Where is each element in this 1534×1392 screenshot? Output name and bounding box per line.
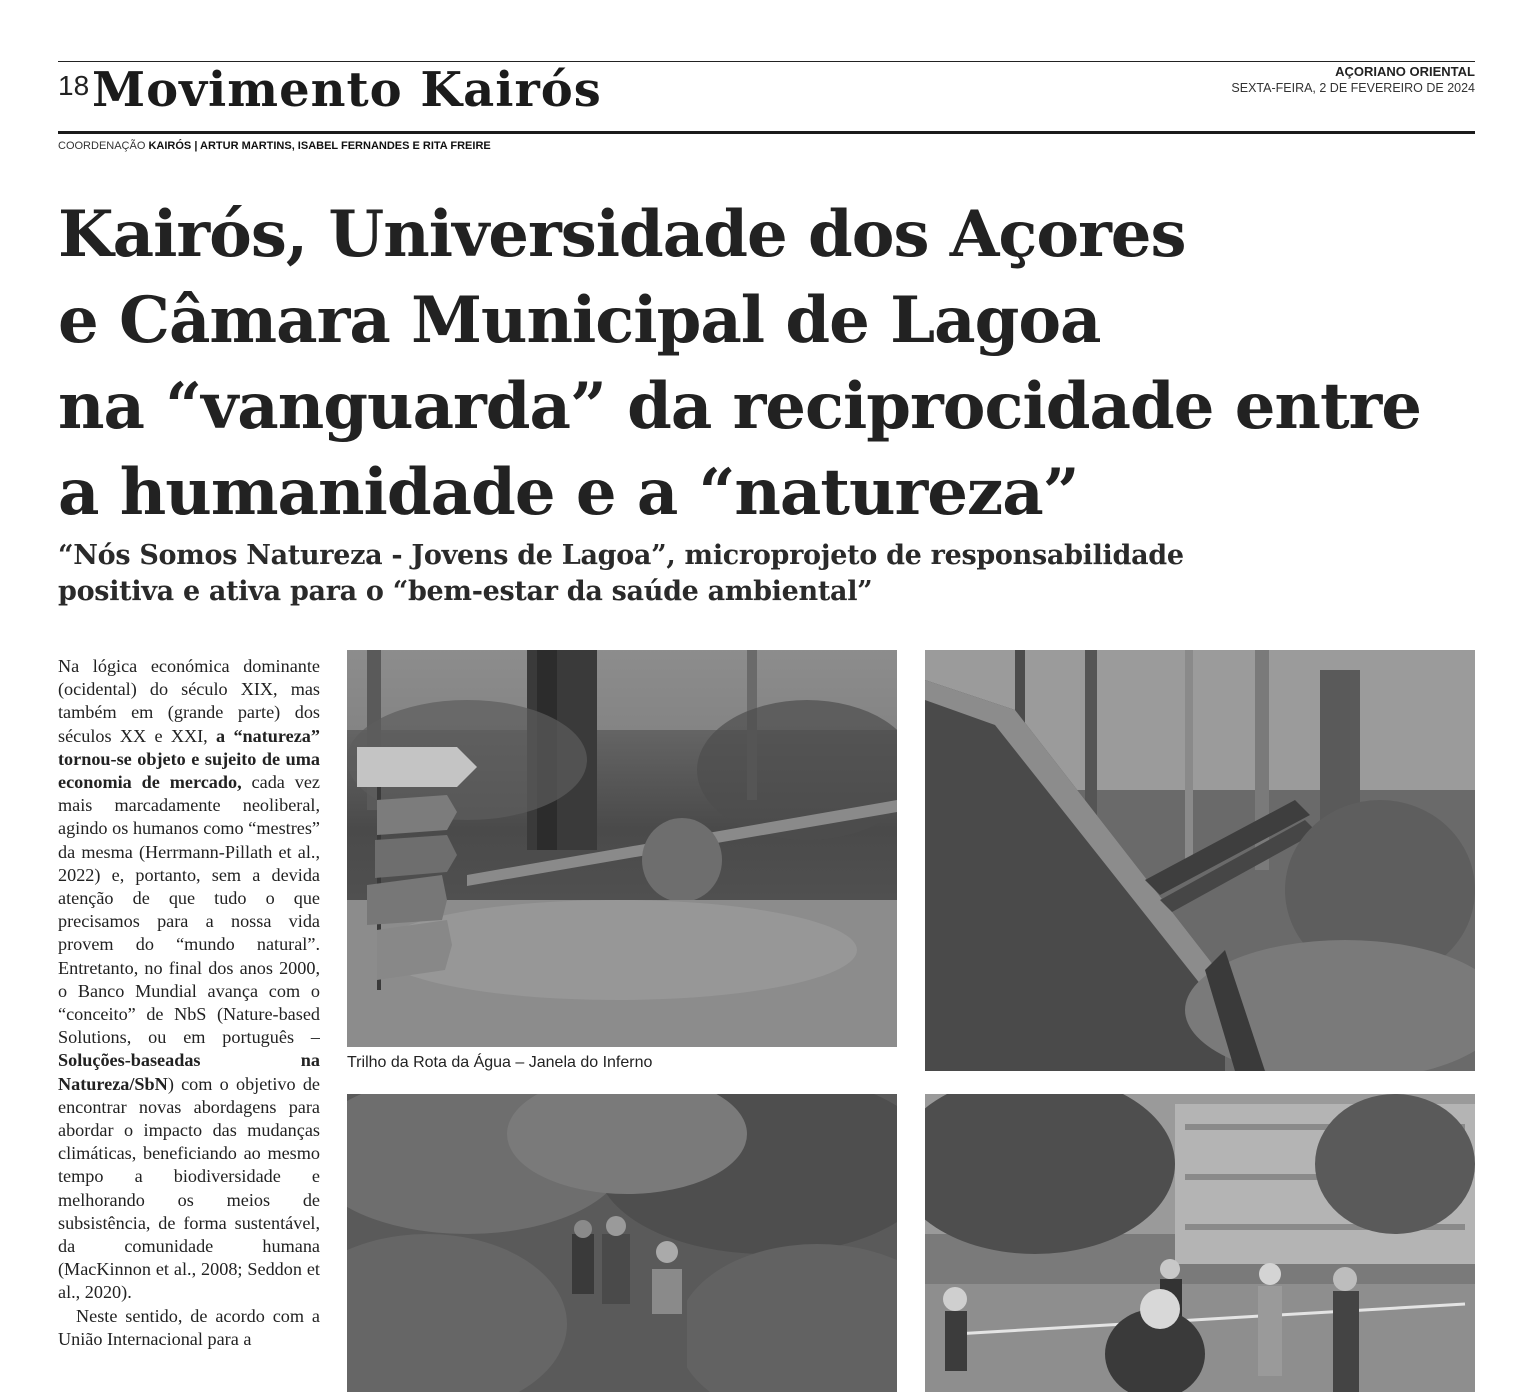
coordination-credit (58, 140, 491, 152)
photo-group-activity (925, 1094, 1475, 1392)
newspaper-name: AÇORIANO ORIENTAL (1335, 64, 1475, 79)
headline-line: na “vanguarda” da reciprocidade entre (58, 369, 1421, 444)
subheadline-line: positiva e ativa para o “bem-estar da saúde ambiental” (58, 576, 873, 607)
coordination-org: KAIRÓS (148, 140, 192, 152)
section-header (58, 64, 1475, 132)
header-rule (58, 131, 1475, 134)
page-number: 18 (58, 70, 90, 101)
section-title: Movimento Kairós (92, 62, 602, 118)
coordination-names: | ARTUR MARTINS, ISABEL FERNANDES E RITA FREIRE (194, 140, 491, 152)
photo-hikers (347, 1094, 897, 1392)
paragraph-text: ) com o objetivo de encontrar novas abordagens para abordar o impacto das mudanças climáticas, beneficiando ao mesmo tempo a biodiversidade e melhorando os meios de subsistência, de forma sustentável, da comunidade humana (MacKinnon et al., 2008; Seddon et al., 2020). (58, 1073, 320, 1303)
subheadline-line: “Nós Somos Natureza - Jovens de Lagoa”, microprojeto de responsabilidade (58, 540, 1184, 571)
issue-date: SEXTA-FEIRA, 2 DE FEVEREIRO DE 2024 (1231, 81, 1475, 95)
masthead (1231, 64, 1475, 96)
article-body-column (58, 655, 320, 1392)
subheadline (58, 538, 1258, 610)
article-paragraph-2: Neste sentido, de acordo com a União Internacional para a (58, 1305, 320, 1349)
paragraph-text: cada vez mais marcadamente neoliberal, agindo os humanos como “mestres” da mesma (Herrmann-Pillath et al., 2022) e, portanto, sem a devida atenção de que tudo o que precisamos para a nossa vida provem do “mundo natural”. Entretanto, no final dos anos 2000, o Banco Mundial avança com o “conceito” de NbS (Nature-based Solutions, ou em português – (58, 772, 320, 1048)
photo-trail-signposts (347, 650, 897, 1047)
paragraph-emphasis: a “natureza” tornou-se objeto e sujeito de uma economia de mercado, (58, 725, 320, 793)
headline-line: e Câmara Municipal de Lagoa (58, 283, 1101, 358)
headline-line: Kairós, Universidade dos Açores (58, 197, 1186, 272)
headline-line: a humanidade e a “natureza” (58, 455, 1079, 530)
paragraph-text: Na lógica económica dominante (ocidental) do século XIX, mas também em (grande parte) dos séculos XX e XXI, (58, 656, 320, 746)
photo-aqueduct (925, 650, 1475, 1071)
headline (58, 192, 1498, 536)
paragraph-emphasis: Soluções-baseadas na Natureza/SbN (58, 1050, 320, 1094)
article-paragraph-1 (58, 655, 320, 1305)
coordination-label: COORDENAÇÃO (58, 140, 146, 152)
photo-caption: Trilho da Rota da Água – Janela do Inferno (347, 1054, 653, 1071)
